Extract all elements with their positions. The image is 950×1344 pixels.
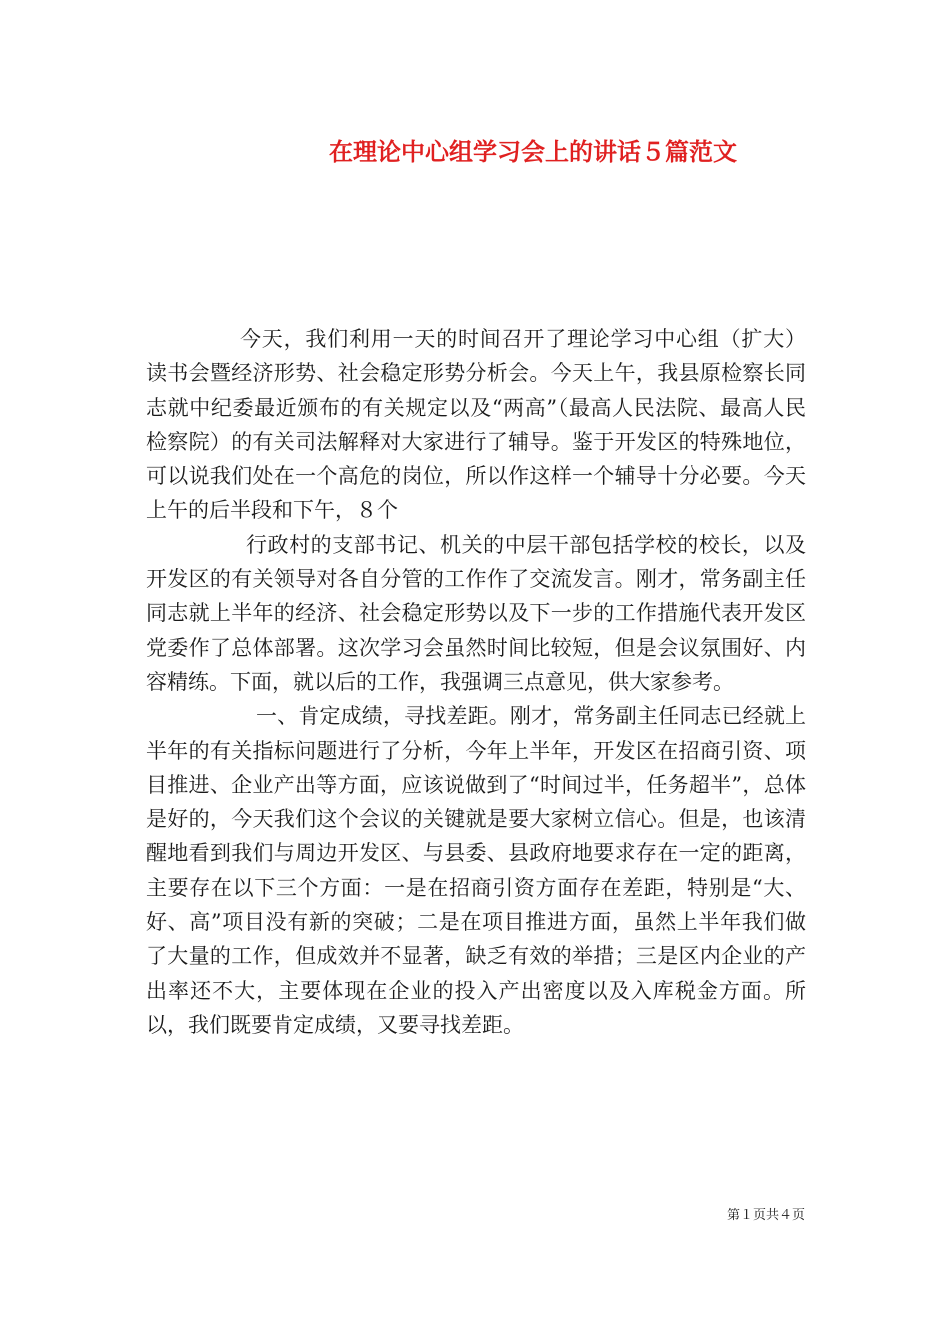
paragraph-1: 今天，我们利用一天的时间召开了理论学习中心组（扩大）读书会暨经济形势、社会稳定形势分析会。今天上午，我县原检察长同志就中纪委最近颁布的有关规定以及“两高”（最高人民法院、最高人民检察院）的有关司法解释对大家进行了辅导。鉴于开发区的特殊地位，可以说我们处在一个高危的岗位，所以作这样一个辅导十分必要。今天上午的后半段和下午，８个: [146, 327, 806, 523]
paragraph-2: 行政村的支部书记、机关的中层干部包括学校的校长，以及开发区的有关领导对各自分管的工作作了交流发言。刚才，常务副主任同志就上半年的经济、社会稳定形势以及下一步的工作措施代表开发区党委作了总体部署。这次学习会虽然时间比较短，但是会议氛围好、内容精练。下面，就以后的工作，我强调三点意见，供大家参考。: [146, 532, 806, 694]
paragraph-3: 一、肯定成绩，寻找差距。刚才，常务副主任同志已经就上半年的有关指标问题进行了分析，今年上半年，开发区在招商引资、项目推进、企业产出等方面，应该说做到了“时间过半，任务超半”，总体是好的，今天我们这个会议的关键就是要大家树立信心。但是，也该清醒地看到我们与周边开发区、与县委、县政府地要求存在一定的距离，主要存在以下三个方面：一是在招商引资方面存在差距，特别是“大、好、高”项目没有新的突破；二是在项目推进方面，虽然上半年我们做了大量的工作，但成效并不显著，缺乏有效的举措；三是区内企业的产出率还不大，主要体现在企业的投入产出密度以及入库税金方面。所以，我们既要肯定成绩，又要寻找差距。: [146, 704, 806, 1037]
document-body: [146, 322, 806, 1042]
page-number: 第１页共４页: [726, 1208, 805, 1223]
document-title: 在理论中心组学习会上的讲话５篇范文: [329, 137, 737, 166]
